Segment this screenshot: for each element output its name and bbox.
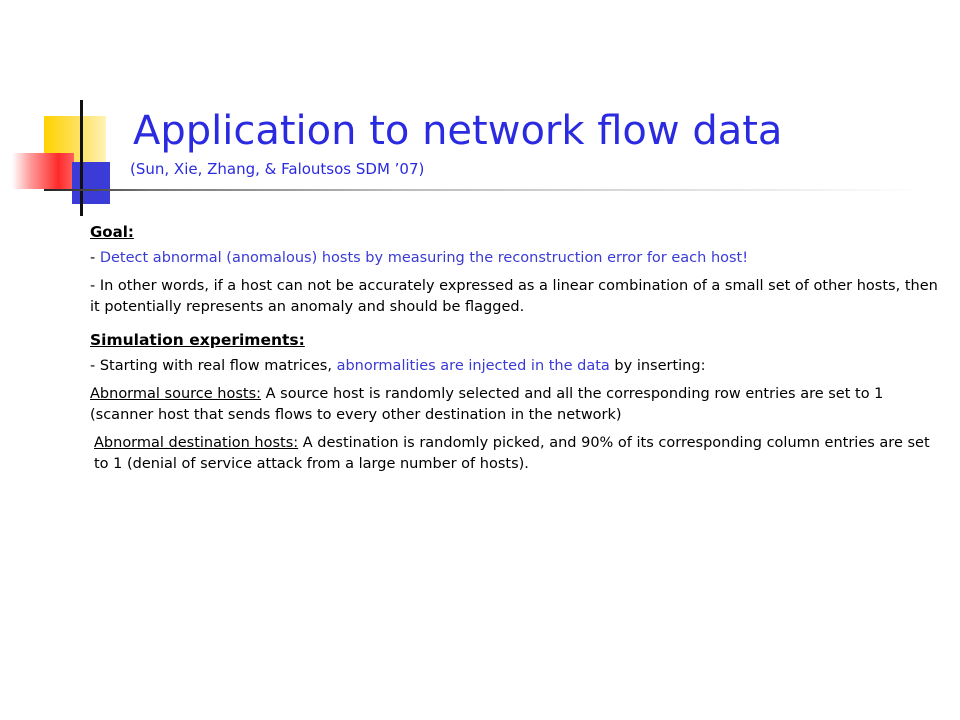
title-underline: [44, 189, 924, 191]
slide-title: Application to network flow data: [133, 108, 783, 154]
simulation-intro-highlight: abnormalities are injected in the data: [336, 358, 610, 374]
simulation-intro-prefix: - Starting with real flow matrices,: [90, 358, 337, 374]
abnormal-destination-label: Abnormal destination hosts:: [94, 435, 299, 451]
abnormal-destination-text: A destination is randomly picked, and 90% of its corresponding column entries are set to 1 (denial of service attack from a large number of hosts).: [94, 435, 930, 472]
abnormal-source-paragraph: [90, 384, 940, 426]
abnormal-destination-paragraph: [90, 433, 940, 475]
goal-heading: Goal:: [90, 223, 134, 241]
slide-subtitle: (Sun, Xie, Zhang, & Faloutsos SDM ’07): [130, 160, 425, 178]
abnormal-source-text: A source host is randomly selected and all the corresponding row entries are set to 1 (scanner host that sends flows to every other destination in the network): [90, 386, 884, 423]
simulation-intro: [90, 356, 940, 377]
decor-vertical-line: [80, 100, 83, 216]
decor-blue-square: [72, 162, 110, 204]
goal-bullet-2: - In other words, if a host can not be accurately expressed as a linear combination of a small set of other hosts, then it potentially represents an anomaly and should be flagged.: [90, 278, 938, 315]
slide-body: [90, 222, 940, 475]
goal-bullet-1-text: Detect abnormal (anomalous) hosts by measuring the reconstruction error for each host!: [99, 250, 749, 266]
decor-red-square: [12, 153, 74, 189]
simulation-heading: Simulation experiments:: [90, 331, 305, 349]
simulation-intro-suffix: by inserting:: [609, 358, 706, 374]
abnormal-source-label: Abnormal source hosts:: [90, 386, 262, 402]
goal-bullet-1-prefix: -: [90, 250, 100, 266]
goal-bullet-1: [90, 248, 940, 269]
